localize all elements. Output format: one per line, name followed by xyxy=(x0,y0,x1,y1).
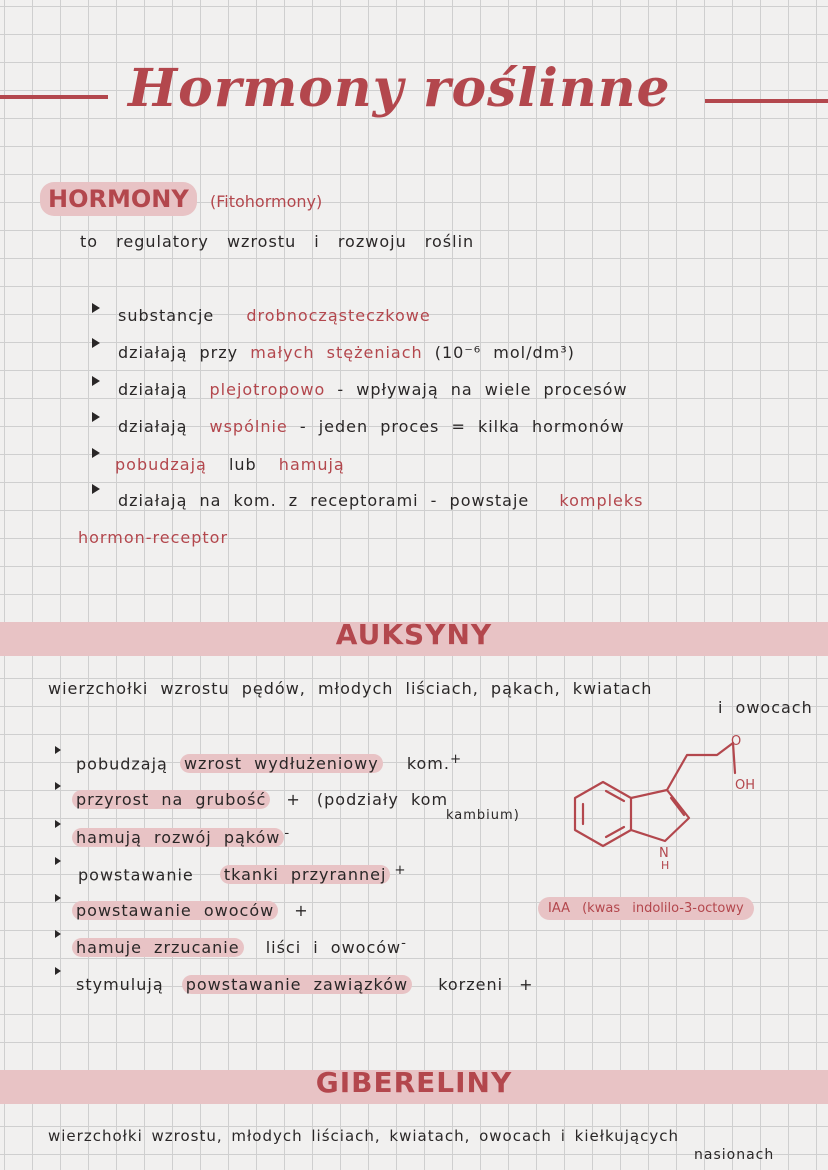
auksyny-intro-cont: i owocach xyxy=(718,698,813,717)
effect-sign: + xyxy=(294,901,309,920)
bullet-red-text: małych stężeniach xyxy=(250,343,423,362)
bullet-highlight: hamują rozwój pąków xyxy=(72,828,284,847)
hydroxyl-label: OH xyxy=(735,778,756,793)
pyrrole-ring xyxy=(631,790,689,841)
bullet-icon xyxy=(55,894,61,902)
iaa-structure-diagram xyxy=(555,735,795,875)
bullet-icon xyxy=(92,448,100,458)
bullet-icon xyxy=(92,338,100,348)
title-rule-left xyxy=(0,95,108,99)
bullet-highlight: powstawanie owoców xyxy=(72,901,278,920)
bullet-red-text: drobnocząsteczkowe xyxy=(246,306,431,325)
iaa-label: IAA (kwas indolilo-3-octowy xyxy=(538,897,754,920)
oxygen-label: O xyxy=(731,735,742,749)
bullet-highlight: tkanki przyrannej xyxy=(220,865,391,884)
bullet-text: substancje xyxy=(118,306,215,325)
bullet-text: powstawanie xyxy=(78,865,194,885)
bullet-text: pobudzają xyxy=(76,754,168,774)
page-title: Hormony roślinne xyxy=(128,58,671,119)
auksyny-bullet-3 xyxy=(72,826,290,847)
bullet-text: lub xyxy=(228,455,257,474)
auksyny-bullet-2-cont: kambium) xyxy=(446,808,520,823)
hydrogen-label: H xyxy=(661,859,670,872)
bullet-post-text: (podziały kom xyxy=(316,790,449,809)
hormony-heading: HORMONY xyxy=(40,182,197,216)
hormony-bullet-5 xyxy=(115,455,345,474)
bullet-highlight: przyrost na grubość xyxy=(72,790,270,809)
bullet-icon xyxy=(92,412,100,422)
bullet-red-text: hamują xyxy=(278,455,345,474)
bullet-icon xyxy=(55,820,61,828)
hormony-definition: to regulatory wzrostu i rozwoju roślin xyxy=(80,232,475,251)
bullet-post-text: liści i owoców xyxy=(265,938,402,958)
hormony-bullet-6 xyxy=(118,491,644,510)
auksyny-intro: wierzchołki wzrostu pędów, młodych liściach, pąkach, kwiatach xyxy=(48,679,653,698)
bullet-icon xyxy=(92,303,100,313)
auksyny-bullet-2 xyxy=(72,790,448,809)
effect-sign: + xyxy=(449,752,463,767)
hormony-bullet-3 xyxy=(118,380,628,399)
effect-sign: + xyxy=(519,975,534,994)
bullet-icon xyxy=(55,967,61,975)
auksyny-bullet-7 xyxy=(76,975,534,994)
bullet-highlight: powstawanie zawiązków xyxy=(182,975,412,994)
bullet-text: działają przy xyxy=(118,343,239,362)
bullet-icon xyxy=(92,376,100,386)
auksyny-heading: AUKSYNY xyxy=(335,618,493,651)
bullet-post-text: kom. xyxy=(406,754,450,774)
bullet-red-text: pobudzają xyxy=(115,455,207,474)
bullet-post-text: korzeni xyxy=(438,975,504,994)
effect-sign: - xyxy=(284,826,291,841)
bullet-red-text: kompleks xyxy=(559,491,644,510)
bullet-icon xyxy=(55,930,61,938)
auksyny-bullet-5 xyxy=(72,901,309,920)
bullet-icon xyxy=(55,782,61,790)
effect-sign: + xyxy=(286,790,301,809)
hormony-subheading: (Fitohormony) xyxy=(210,192,323,211)
effect-sign: + xyxy=(394,863,407,878)
hormony-bullet-1 xyxy=(118,306,431,325)
bullet-rest-text: - wpływają na wiele procesów xyxy=(337,380,628,399)
bullet-rest-text: (10⁻⁶ mol/dm³) xyxy=(434,343,575,362)
bullet-highlight: hamuje zrzucanie xyxy=(72,938,244,957)
auksyny-bullet-6 xyxy=(72,936,407,957)
bullet-highlight: wzrost wydłużeniowy xyxy=(180,754,383,773)
hormony-bullet-2 xyxy=(118,343,575,362)
bullet-icon xyxy=(55,857,61,865)
gibereliny-heading: GIBERELINY xyxy=(315,1066,513,1099)
bullet-red-text: plejotropowo xyxy=(209,380,326,399)
auksyny-bullet-4 xyxy=(78,863,407,884)
gibereliny-intro-cont: nasionach xyxy=(694,1147,775,1163)
bullet-text: działają xyxy=(118,380,188,399)
title-rule-right xyxy=(705,99,828,103)
bullet-rest-text: - jeden proces = kilka hormonów xyxy=(299,417,625,436)
bullet-text: działają na kom. z receptorami - powstaje xyxy=(118,491,530,510)
hormony-continuation: hormon-receptor xyxy=(78,528,229,547)
hormony-bullet-4 xyxy=(118,417,625,436)
nitrogen-label: N xyxy=(659,846,669,861)
bullet-icon xyxy=(55,746,61,754)
auksyny-bullet-1 xyxy=(76,752,462,773)
bullet-text: stymulują xyxy=(76,975,164,994)
bullet-text: działają xyxy=(118,417,188,436)
bullet-red-text: wspólnie xyxy=(209,417,288,436)
effect-sign: - xyxy=(401,936,407,951)
gibereliny-intro: wierzchołki wzrostu, młodych liściach, kwiatach, owocach i kiełkujących xyxy=(48,1127,679,1145)
bullet-icon xyxy=(92,484,100,494)
